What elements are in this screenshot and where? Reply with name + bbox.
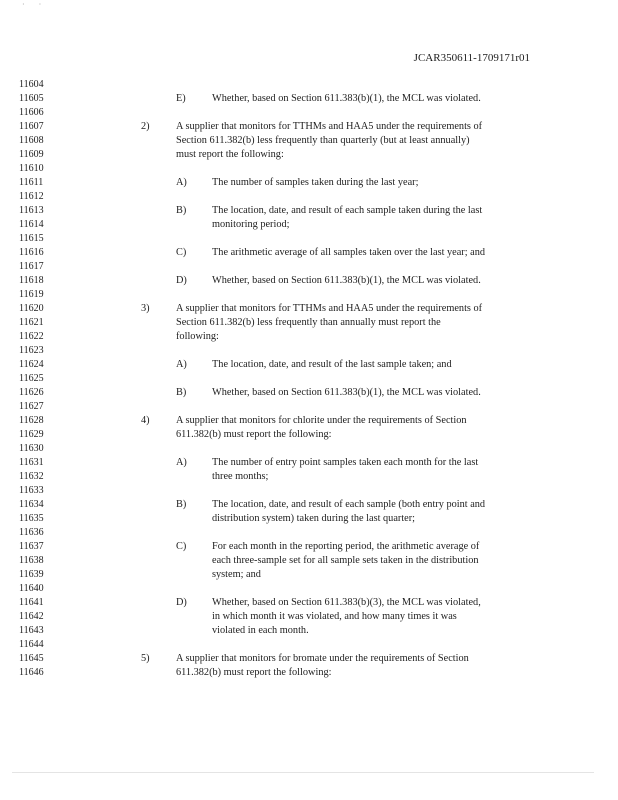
- line-number: 11636: [19, 527, 44, 538]
- line-number: 11645: [19, 653, 44, 664]
- item-text: in which month it was violated, and how many times it was: [212, 611, 457, 622]
- item-marker: A): [176, 359, 187, 370]
- line-number: 11626: [19, 387, 44, 398]
- line-number: 11604: [19, 79, 44, 90]
- line-number: 11629: [19, 429, 44, 440]
- item-text: The number of entry point samples taken each month for the last: [212, 457, 479, 468]
- item-marker: E): [176, 93, 186, 104]
- item-marker: A): [176, 457, 187, 468]
- line-number: 11615: [19, 233, 44, 244]
- line-number: 11634: [19, 499, 44, 510]
- line-number: 11609: [19, 149, 44, 160]
- item-text: Whether, based on Section 611.383(b)(1), the MCL was violated.: [212, 275, 481, 286]
- line-number: 11624: [19, 359, 44, 370]
- paragraph-text: A supplier that monitors for TTHMs and HAA5 under the requirements of: [176, 303, 483, 314]
- item-text: Whether, based on Section 611.383(b)(1), the MCL was violated.: [212, 93, 481, 104]
- line-number: 11608: [19, 135, 44, 146]
- item-text: monitoring period;: [212, 219, 290, 230]
- line-number: 11614: [19, 219, 44, 230]
- line-number: 11638: [19, 555, 44, 566]
- item-text: The location, date, and result of each sample (both entry point and: [212, 499, 486, 510]
- line-number: 11639: [19, 569, 44, 580]
- paragraph-text: 611.382(b) must report the following:: [176, 667, 332, 678]
- item-marker: D): [176, 597, 187, 608]
- page-bottom-rule: [12, 772, 594, 773]
- item-text: The arithmetic average of all samples taken over the last year; and: [212, 247, 486, 258]
- item-text: The location, date, and result of each sample taken during the last: [212, 205, 483, 216]
- line-number: 11605: [19, 93, 44, 104]
- line-number: 11632: [19, 471, 44, 482]
- item-text: three months;: [212, 471, 269, 482]
- line-number: 11621: [19, 317, 44, 328]
- line-number: 11613: [19, 205, 44, 216]
- line-number: 11627: [19, 401, 44, 412]
- document-id: JCAR350611-1709171r01: [413, 52, 530, 64]
- line-number: 11617: [19, 261, 44, 272]
- line-number: 11625: [19, 373, 44, 384]
- paragraph-text: A supplier that monitors for bromate under the requirements of Section: [176, 653, 469, 664]
- line-number: 11630: [19, 443, 44, 454]
- item-marker: B): [176, 499, 187, 510]
- line-number: 11619: [19, 289, 44, 300]
- line-number: 11628: [19, 415, 44, 426]
- line-number: 11631: [19, 457, 44, 468]
- paragraph-marker: 2): [141, 121, 150, 132]
- line-number: 11610: [19, 163, 44, 174]
- paragraph-marker: 4): [141, 415, 150, 426]
- item-text: system; and: [212, 569, 261, 580]
- line-number: 11641: [19, 597, 44, 608]
- paragraph-text: A supplier that monitors for chlorite under the requirements of Section: [176, 415, 467, 426]
- paragraph-text: Section 611.382(b) less frequently than annually must report the: [176, 317, 441, 328]
- item-text: distribution system) taken during the last quarter;: [212, 513, 416, 524]
- item-text: The location, date, and result of the last sample taken; and: [212, 359, 452, 370]
- line-number: 11607: [19, 121, 44, 132]
- line-number: 11640: [19, 583, 44, 594]
- line-number: 11623: [19, 345, 44, 356]
- line-number: 11612: [19, 191, 44, 202]
- line-number: 11642: [19, 611, 44, 622]
- item-text: For each month in the reporting period, the arithmetic average of: [212, 541, 480, 552]
- line-number: 11646: [19, 667, 44, 678]
- paragraph-text: A supplier that monitors for TTHMs and HAA5 under the requirements of: [176, 121, 483, 132]
- paragraph-marker: 5): [141, 653, 150, 664]
- item-text: Whether, based on Section 611.383(b)(3), the MCL was violated,: [212, 597, 481, 608]
- line-number: 11616: [19, 247, 44, 258]
- paragraph-text: Section 611.382(b) less frequently than quarterly (but at least annually): [176, 135, 470, 146]
- paragraph-marker: 3): [141, 303, 150, 314]
- line-number: 11644: [19, 639, 44, 650]
- line-number: 11618: [19, 275, 44, 286]
- line-number: 11643: [19, 625, 44, 636]
- item-text: violated in each month.: [212, 625, 309, 636]
- item-marker: A): [176, 177, 187, 188]
- item-marker: C): [176, 247, 187, 258]
- line-number: 11637: [19, 541, 44, 552]
- line-number: 11633: [19, 485, 44, 496]
- item-marker: D): [176, 275, 187, 286]
- item-text: Whether, based on Section 611.383(b)(1), the MCL was violated.: [212, 387, 481, 398]
- line-number: 11622: [19, 331, 44, 342]
- paragraph-text: must report the following:: [176, 149, 284, 160]
- scan-artifact: · ·: [22, 0, 42, 9]
- item-text: each three-sample set for all sample sets taken in the distribution: [212, 555, 479, 566]
- item-marker: C): [176, 541, 187, 552]
- line-number: 11620: [19, 303, 44, 314]
- item-text: The number of samples taken during the last year;: [212, 177, 419, 188]
- item-marker: B): [176, 387, 187, 398]
- paragraph-text: 611.382(b) must report the following:: [176, 429, 332, 440]
- line-number: 11635: [19, 513, 44, 524]
- line-number: 11611: [19, 177, 44, 188]
- paragraph-text: following:: [176, 331, 219, 342]
- line-number: 11606: [19, 107, 44, 118]
- item-marker: B): [176, 205, 187, 216]
